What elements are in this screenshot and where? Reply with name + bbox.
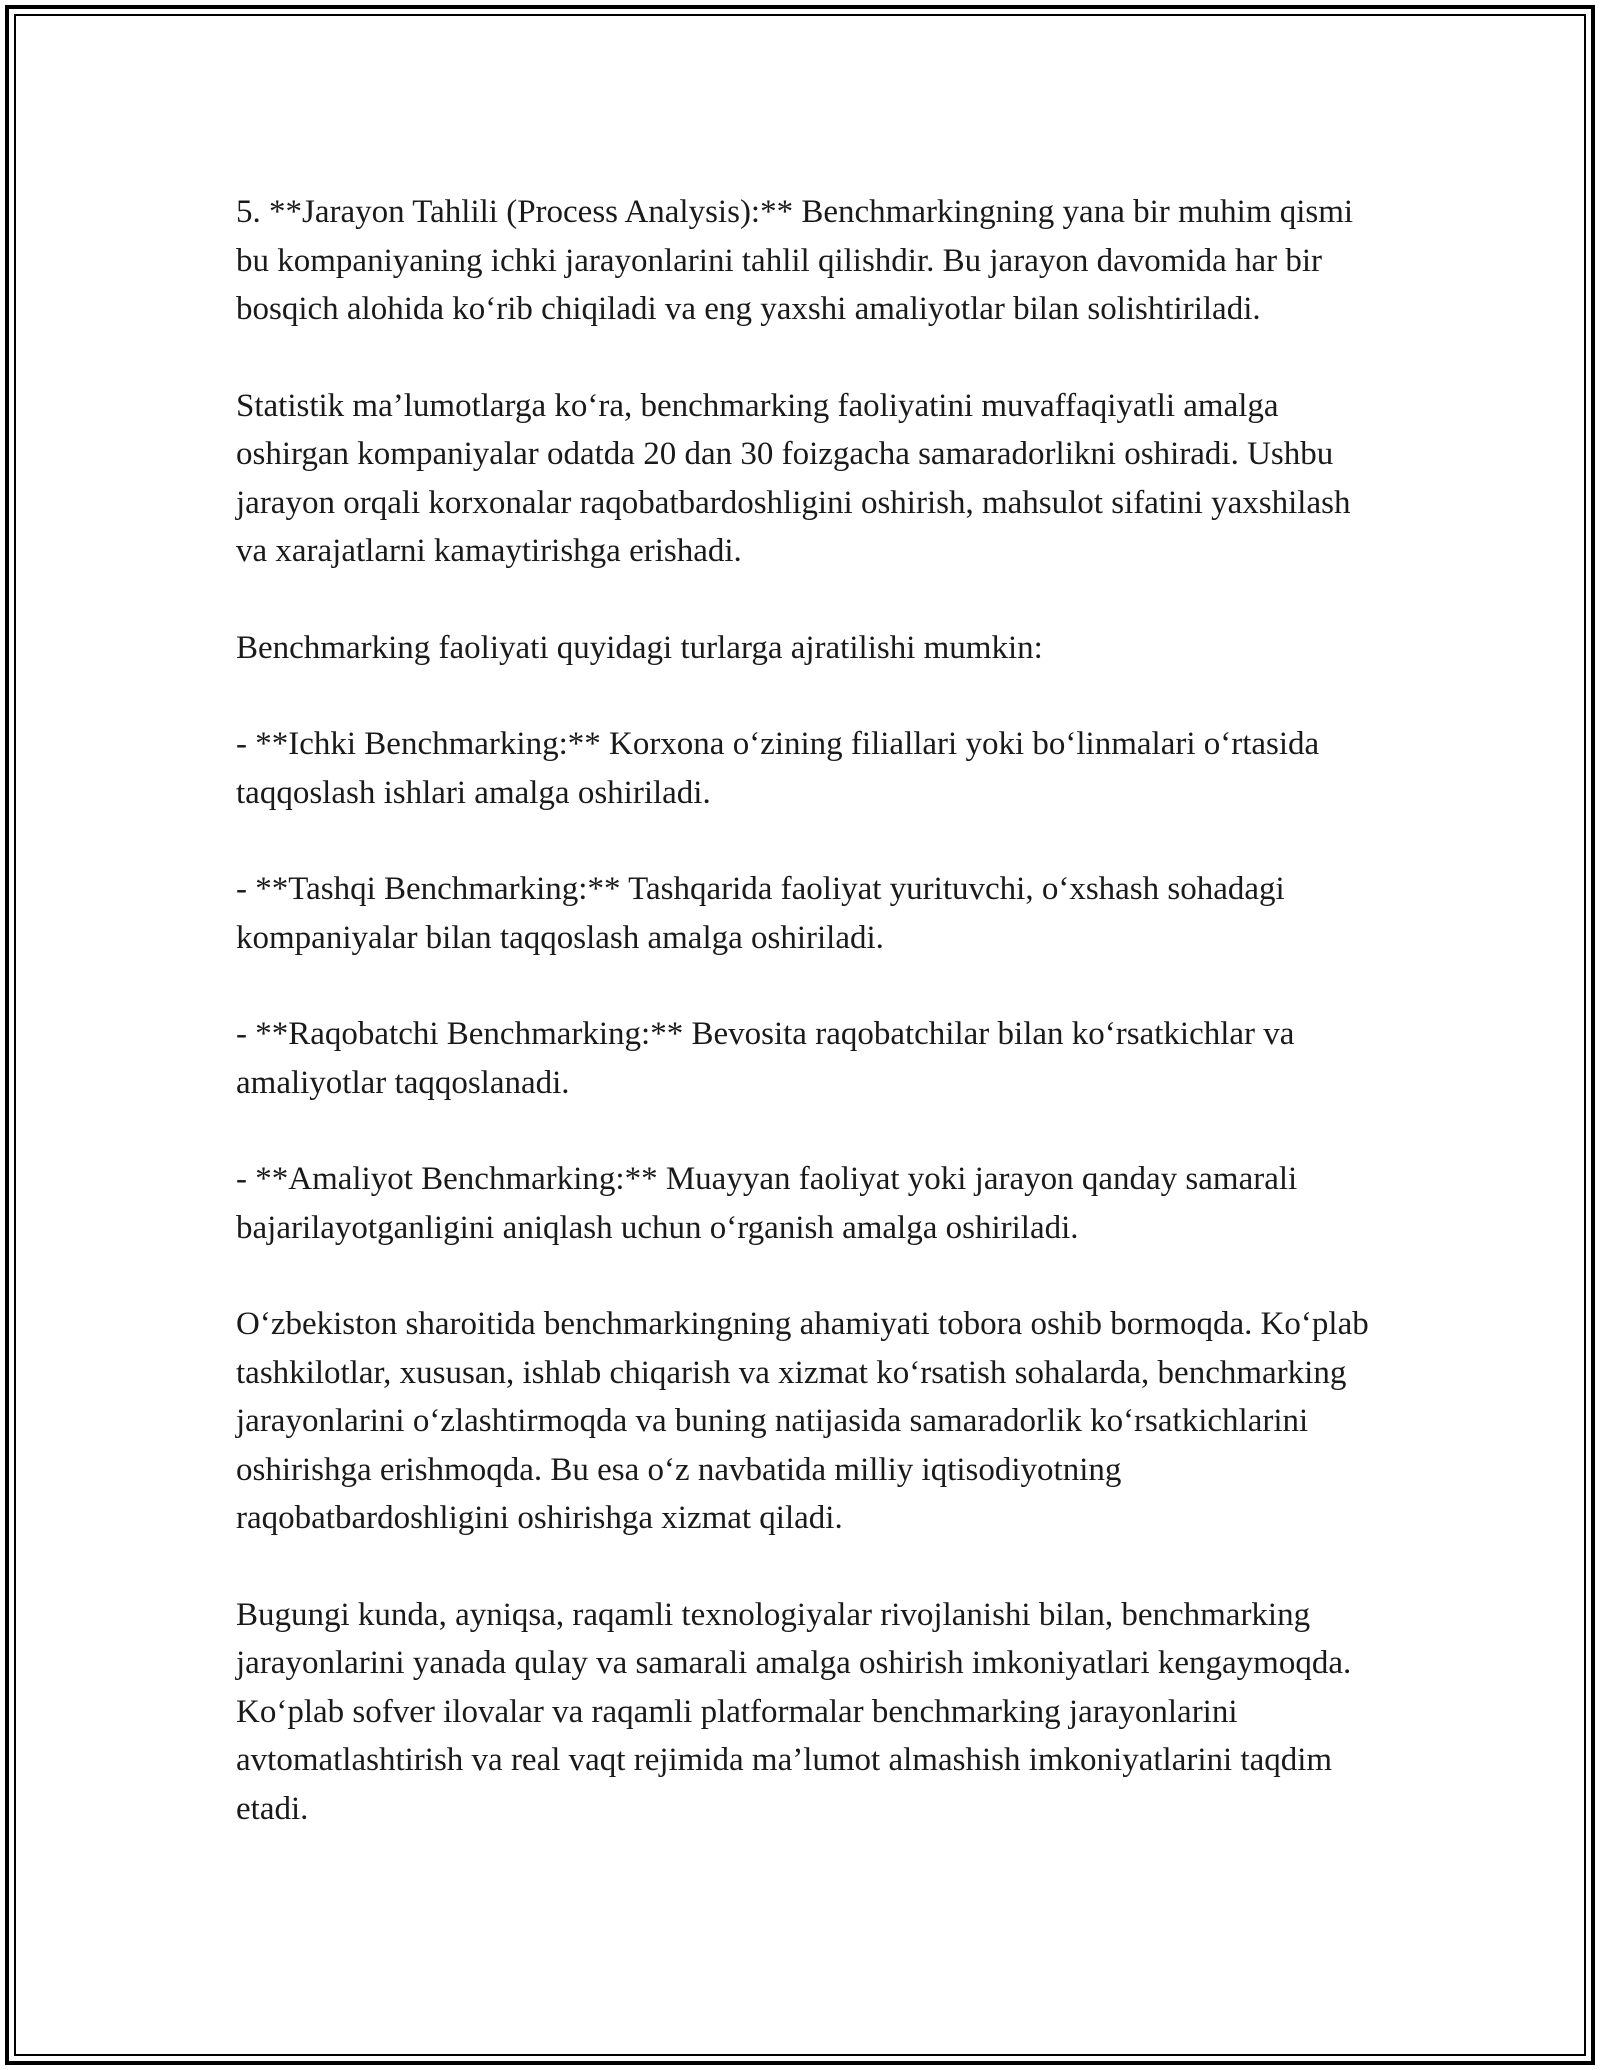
paragraph-types-intro: Benchmarking faoliyati quyidagi turlarga ajratilishi mumkin: bbox=[236, 629, 1043, 666]
list-item-internal-benchmarking: - **Ichki Benchmarking:** Korxona o‘zining filiallari yoki bo‘linmalari o‘rtasida taqqoslash ishlari amalga oshiriladi. bbox=[236, 726, 1320, 811]
paragraph-process-analysis: 5. **Jarayon Tahlili (Process Analysis):** Benchmarkingning yana bir muhim qismi bu kompaniyaning ichki jarayonlarini tahlil qilishdir. Bu jarayon davomida har bir bosqich alohida ko‘rib chiqiladi va eng yaxshi amaliyotlar bilan solishtiriladi. bbox=[236, 194, 1354, 327]
paragraph-uzbekistan: O‘zbekiston sharoitida benchmarkingning ahamiyati tobora oshib bormoqda. Ko‘plab tashkilotlar, xususan, ishlab chiqarish va xizmat ko‘rsatish sohalarda, benchmarking jarayonlarini o‘zlashtirmoqda va buning natijasida samaradorlik ko‘rsatkichlarini oshirishga erishmoqda. Bu esa o‘z navbatida milliy iqtisodiyotning raqobatbardoshligini oshirishga xizmat qiladi. bbox=[236, 1306, 1369, 1536]
paragraph-digital-technologies: Bugungi kunda, ayniqsa, raqamli texnologiyalar rivojlanishi bilan, benchmarking jarayonlarini yanada qulay va samarali amalga oshirish imkoniyatlari kengaymoqda. Ko‘plab sofver ilovalar va raqamli platformalar benchmarking jarayonlarini avtomatlashtirish va real vaqt rejimida ma’lumot almashish imkoniyatlarini taqdim etadi. bbox=[236, 1596, 1352, 1827]
list-item-competitive-benchmarking: - **Raqobatchi Benchmarking:** Bevosita raqobatchilar bilan ko‘rsatkichlar va amaliyotlar taqqoslanadi. bbox=[236, 1016, 1295, 1101]
list-item-external-benchmarking: - **Tashqi Benchmarking:** Tashqarida faoliyat yurituvchi, o‘xshash sohadagi kompaniyalar bilan taqqoslash amalga oshiriladi. bbox=[236, 871, 1285, 956]
document-body bbox=[236, 188, 1386, 1881]
list-item-practice-benchmarking: - **Amaliyot Benchmarking:** Muayyan faoliyat yoki jarayon qanday samarali bajarilayotganligini aniqlash uchun o‘rganish amalga oshiriladi. bbox=[236, 1161, 1298, 1246]
paragraph-statistics: Statistik ma’lumotlarga ko‘ra, benchmarking faoliyatini muvaffaqiyatli amalga oshirgan kompaniyalar odatda 20 dan 30 foizgacha samaradorlikni oshiradi. Ushbu jarayon orqali korxonalar raqobatbardoshligini oshirish, mahsulot sifatini yaxshilash va xarajatlarni kamaytirishga erishadi. bbox=[236, 387, 1351, 569]
